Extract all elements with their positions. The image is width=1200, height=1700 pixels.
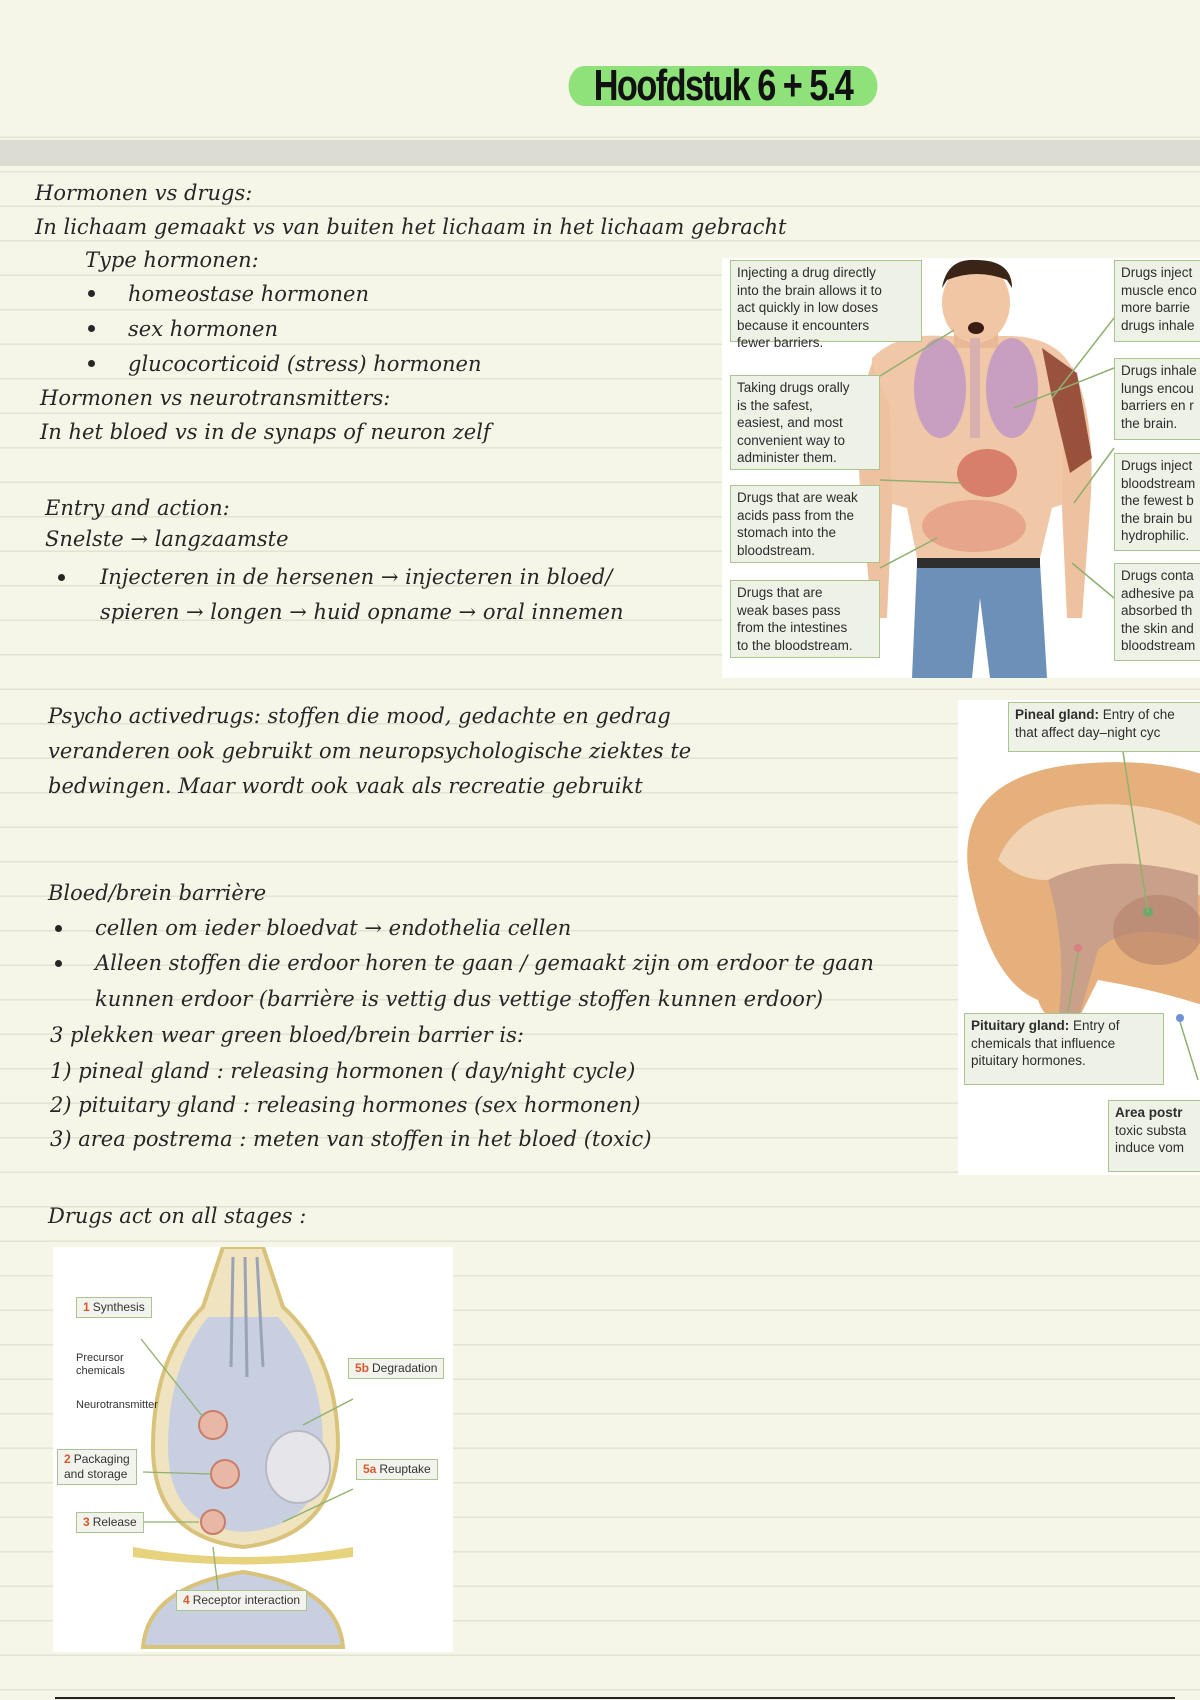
caption-pituitary-text: Entry of chemicals that influence pituitary hormones. xyxy=(971,1018,1120,1069)
hormone-type-item: sex hormonen xyxy=(128,317,278,341)
barrier-bullet2-line1: Alleen stoffen die erdoor horen te gaan / gemaakt zijn om erdoor te gaan xyxy=(95,951,874,975)
barrier-place-item: 2) pituitary gland : releasing hormones (sex hormonen) xyxy=(50,1093,641,1117)
barrier-places-heading: 3 plekken wear green bloed/brein barrier is: xyxy=(50,1023,524,1047)
drugs-act-heading: Drugs act on all stages : xyxy=(48,1204,307,1228)
bullet-dot xyxy=(88,325,95,332)
header-divider xyxy=(0,140,1200,166)
route-order-line2: spieren → longen → huid opname → oral innemen xyxy=(100,600,624,624)
label-receptor-interaction xyxy=(176,1590,307,1611)
label-release-number: 3 xyxy=(83,1515,90,1529)
hormones-vs-neurotransmitters-heading: Hormonen vs neurotransmitters: xyxy=(40,386,391,410)
bullet-dot xyxy=(55,960,62,967)
caption-oral-intake: Taking drugs orally is the safest, easiest, and most convenient way to administer them. xyxy=(730,375,880,470)
label-packaging-storage xyxy=(57,1449,137,1485)
section-heading-hormones-vs-drugs: Hormonen vs drugs: xyxy=(35,181,253,205)
caption-pituitary-title: Pituitary gland: xyxy=(971,1018,1070,1033)
label-degradation-number: 5b xyxy=(355,1361,370,1375)
drug-administration-figure xyxy=(722,258,1200,678)
caption-postrema-text: toxic substa induce vom xyxy=(1115,1122,1187,1156)
psychoactive-drugs-line2: veranderen ook gebruikt om neuropsychologische ziektes te xyxy=(48,739,692,763)
page-title: Hoofdstuk 6 + 5.4 xyxy=(569,66,878,106)
label-neurotransmitter: Neurotransmitter xyxy=(76,1399,158,1411)
caption-skin-patch: Drugs conta adhesive pa absorbed th the skin and bloodstream xyxy=(1114,563,1200,661)
psychoactive-drugs-line3: bedwingen. Maar wordt ook vaak als recreatie gebruikt xyxy=(48,774,643,798)
caption-inhale-lungs: Drugs inhale lungs encou barriers en r the brain. xyxy=(1114,358,1200,440)
label-receptor-number: 4 xyxy=(183,1593,190,1607)
caption-inject-brain: Injecting a drug directly into the brain allows it to act quickly in low doses because it encounters fewer barriers. xyxy=(730,260,922,342)
hormones-vs-drugs-text: In lichaam gemaakt vs van buiten het lichaam in het lichaam gebracht xyxy=(35,215,787,239)
label-release xyxy=(76,1512,144,1533)
label-synthesis-number: 1 xyxy=(83,1300,90,1314)
label-release-text: Release xyxy=(92,1515,137,1529)
bullet-dot xyxy=(55,925,62,932)
barrier-place-item: 3) area postrema : meten van stoffen in het bloed (toxic) xyxy=(50,1127,652,1151)
barrier-place-item: 1) pineal gland : releasing hormonen ( day/night cycle) xyxy=(50,1059,636,1083)
hormones-vs-neurotransmitters-text: In het bloed vs in de synaps of neuron zelf xyxy=(40,420,491,444)
entry-and-action-heading: Entry and action: xyxy=(45,496,230,520)
bullet-dot xyxy=(88,290,95,297)
caption-pineal-text: Entry of che that affect day–night cyc xyxy=(1015,707,1175,740)
route-order-line1: Injecteren in de hersenen → injecteren in bloed/ xyxy=(100,565,613,589)
label-reuptake-text: Reuptake xyxy=(379,1462,431,1476)
caption-pituitary-gland xyxy=(964,1013,1164,1085)
barrier-bullet2-line2: kunnen erdoor (barrière is vettig dus vettige stoffen kunnen erdoor) xyxy=(95,987,824,1011)
label-precursor-chemicals: Precursor chemicals xyxy=(76,1352,125,1377)
label-reuptake xyxy=(356,1459,438,1480)
caption-postrema-title: Area postr xyxy=(1115,1105,1183,1120)
hormone-types-heading: Type hormonen: xyxy=(85,248,259,272)
brain-barrier-figure xyxy=(958,700,1200,1175)
label-degradation-text: Degradation xyxy=(372,1361,438,1375)
label-packaging-text: Packaging and storage xyxy=(64,1452,130,1481)
caption-weak-bases: Drugs that are weak bases pass from the intestines to the bloodstream. xyxy=(730,580,880,658)
label-receptor-text: Receptor interaction xyxy=(192,1593,301,1607)
caption-area-postrema xyxy=(1108,1100,1200,1172)
caption-pineal-title: Pineal gland: xyxy=(1015,707,1100,722)
caption-pineal-gland xyxy=(1008,702,1200,752)
bullet-dot xyxy=(88,360,95,367)
label-packaging-number: 2 xyxy=(64,1452,71,1466)
bullet-dot xyxy=(58,574,65,581)
label-degradation xyxy=(348,1358,444,1379)
psychoactive-drugs-line1: Psycho activedrugs: stoffen die mood, gedachte en gedrag xyxy=(48,704,671,728)
caption-inject-bloodstream: Drugs inject bloodstream the fewest b the brain bu hydrophilic. xyxy=(1114,453,1200,551)
hormone-type-item: homeostase hormonen xyxy=(128,282,370,306)
hormone-type-item: glucocorticoid (stress) hormonen xyxy=(128,352,482,376)
caption-weak-acids: Drugs that are weak acids pass from the stomach into the bloodstream. xyxy=(730,485,880,563)
bottom-divider xyxy=(55,1697,1175,1699)
synapse-stages-figure xyxy=(53,1247,453,1652)
label-synthesis xyxy=(76,1297,152,1318)
speed-order-text: Snelste → langzaamste xyxy=(45,527,289,551)
label-reuptake-number: 5a xyxy=(363,1462,377,1476)
label-synthesis-text: Synthesis xyxy=(92,1300,145,1314)
blood-brain-barrier-heading: Bloed/brein barrière xyxy=(48,881,267,905)
barrier-bullet1: cellen om ieder bloedvat → endothelia cellen xyxy=(95,916,572,940)
caption-inject-muscle: Drugs inject muscle enco more barrie drugs inhale xyxy=(1114,260,1200,342)
